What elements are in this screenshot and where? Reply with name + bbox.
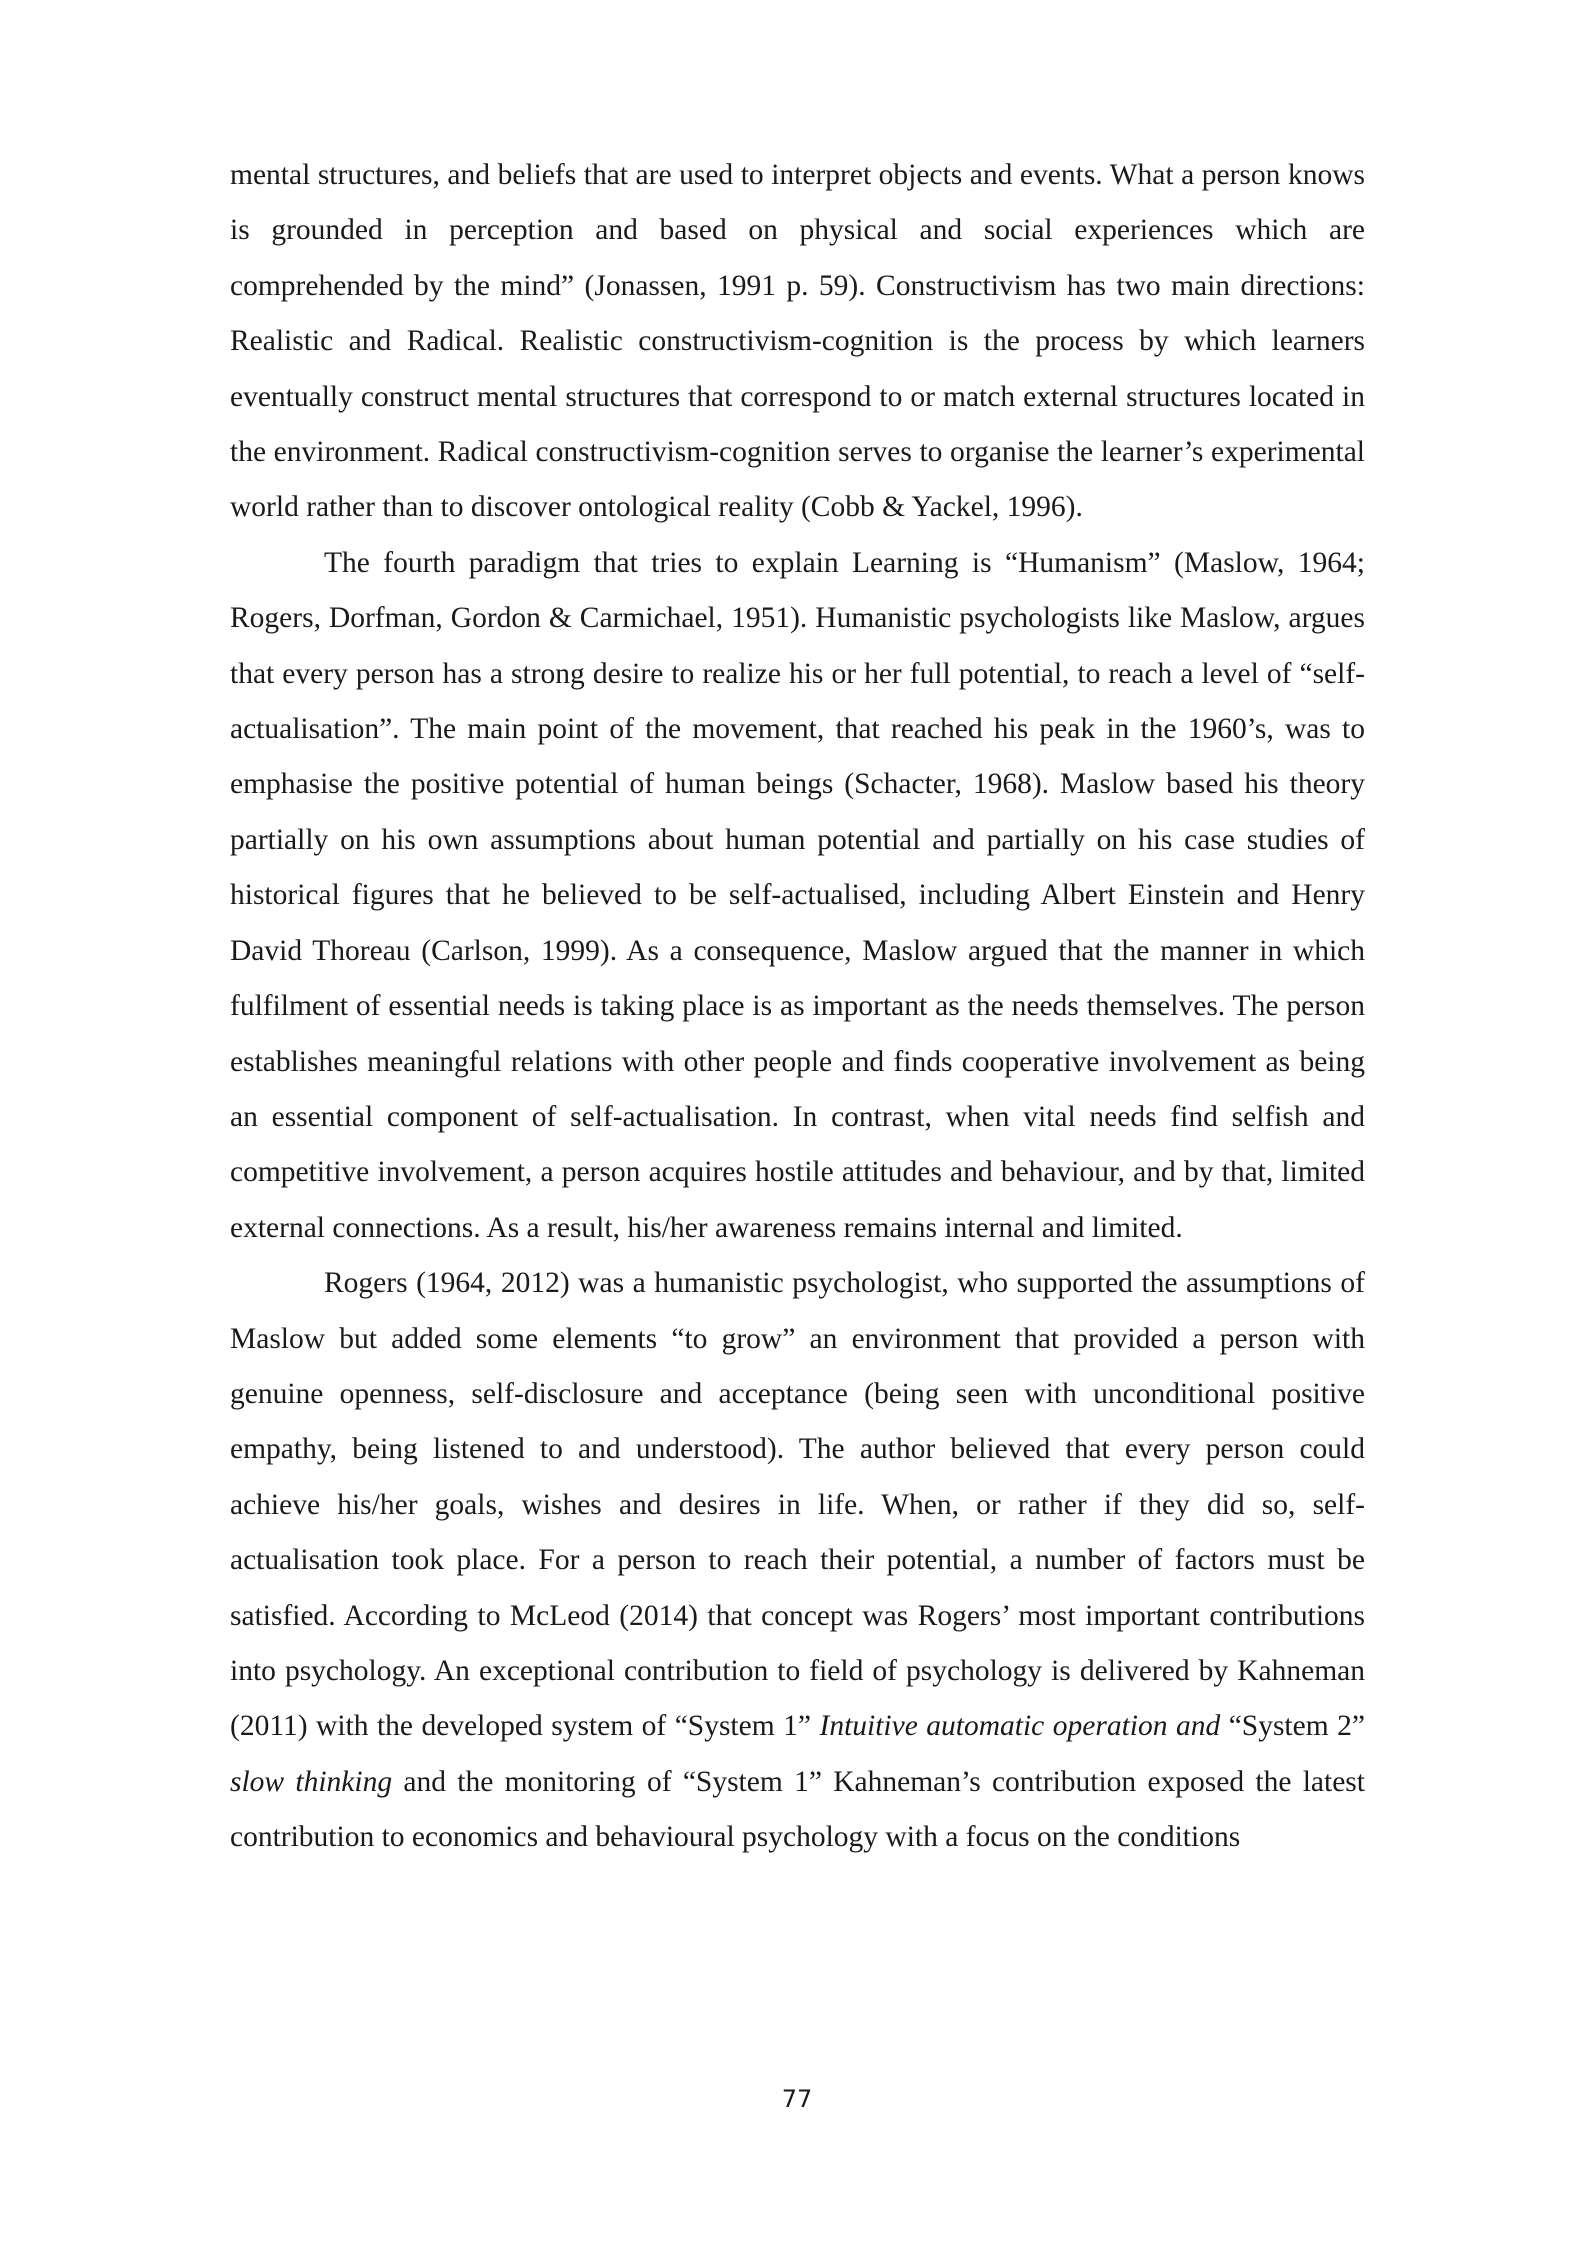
paragraph-text: mental structures, and beliefs that are used to interpret objects and events. What a person knows is grounded in perception and based on physical and social experiences which are comprehended by the mind” (Jonassen, 1991 p. 59). Constructivism has two main directions: Realistic and Radical. Realistic constructivism-cognition is the process by which learners eventually construct mental structures that correspond to or match external structures located in the environment. Radical constructivism-cognition serves to organise the learner’s experimental world rather than to discover ontological reality (Cobb & Yackel, 1996). [230,159,1365,524]
paragraph-text-italic: Intuitive automatic operation and [819,1710,1221,1743]
paragraph-text-italic: slow thinking [230,1765,393,1798]
paragraph-text: “System 2” [1220,1710,1366,1743]
paragraph-text: and the monitoring of “System 1” Kahneman’s contribution exposed the latest contribution to economics and behavioural psychology with a focus on the conditions [230,1765,1365,1854]
paragraph [230,148,1365,536]
paragraph [230,1256,1365,1865]
paragraph [230,536,1365,1256]
page-number: 77 [781,2085,813,2113]
paragraph-text: The fourth paradigm that tries to explain Learning is “Humanism” (Maslow, 1964; Rogers, Dorfman, Gordon & Carmichael, 1951). Humanistic psychologists like Maslow, argues that every person has a strong desire to realize his or her full potential, to reach a level of “self-actualisation”. The main point of the movement, that reached his peak in the 1960’s, was to emphasise the positive potential of human beings (Schacter, 1968). Maslow based his theory partially on his own assumptions about human potential and partially on his case studies of historical figures that he believed to be self-actualised, including Albert Einstein and Henry David Thoreau (Carlson, 1999). As a consequence, Maslow argued that the manner in which fulfilment of essential needs is taking place is as important as the needs themselves. The person establishes meaningful relations with other people and finds cooperative involvement as being an essential component of self-actualisation. In contrast, when vital needs find selfish and competitive involvement, a person acquires hostile attitudes and behaviour, and by that, limited external connections. As a result, his/her awareness remains internal and limited. [230,546,1365,1244]
document-body [230,148,1365,1866]
paragraph-text: Rogers (1964, 2012) was a humanistic psychologist, who supported the assumptions of Maslow but added some elements “to grow” an environment that provided a person with genuine openness, self-disclosure and acceptance (being seen with unconditional positive empathy, being listened to and understood). The author believed that every person could achieve his/her goals, wishes and desires in life. When, or rather if they did so, self-actualisation took place. For a person to reach their potential, a number of factors must be satisfied. According to McLeod (2014) that concept was Rogers’ most important contributions into psychology. An exceptional contribution to field of psychology is delivered by Kahneman (2011) with the developed system of “System 1” [230,1267,1365,1743]
